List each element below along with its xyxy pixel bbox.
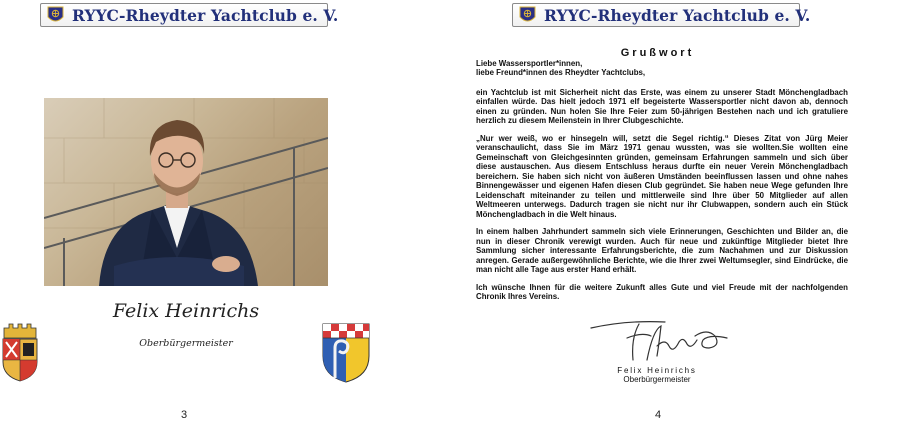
club-burgee-icon <box>47 6 64 25</box>
page-title: Grußwort <box>620 47 695 59</box>
page-number: 4 <box>655 409 662 421</box>
signature-name: Felix Heinrichs <box>617 366 697 375</box>
club-burgee-icon <box>519 6 536 25</box>
city-coat-of-arms-icon <box>321 322 371 384</box>
coat-of-arms-icon <box>0 322 40 382</box>
role-label: Oberbürgermeister <box>623 375 691 384</box>
salutation: Liebe Wassersportler*innen, liebe Freund*innen des Rheydter Yachtclubs, <box>476 59 646 78</box>
signature-name: Felix Heinrichs <box>112 300 260 322</box>
page-number: 3 <box>181 409 188 421</box>
letter-paragraph: Ich wünsche Ihnen für die weitere Zukunft alles Gute und viel Freude mit der nachfolgenden Chronik Ihres Vereins. <box>476 282 848 302</box>
letter-body <box>476 59 848 310</box>
right-page <box>450 0 900 430</box>
portrait-photo <box>44 98 328 286</box>
letter-paragraph: „Nur wer weiß, wo er hinsegeln will, setzt die Segel richtig.“ Dieses Zitat von Jürg Meier veranschaulicht, dass Sie im März 1971 genau wussten, was sie wollten.Sie wollten eine Gemeinschaft von Gleichgesinnten gründen, gemeinsam Erfahrungen sammeln und sich über diese austauschen. Aus diesem Entschluss heraus durfte ein neuer Verein Mönchengladbach bereichern. Sie haben sich nicht von äußeren Umständen beeinflussen lassen und ohne nahes Binnengewässer und eigenen Hafen diesen Club gegründet. Sie haben neue Wege gefunden Ihre Leidenschaft miteinander zu teilen und mittlerweile sind Ihre über 50 Mitglieder auf allen Weltmeeren unterwegs. Dadurch tragen sie nicht nur ihr Clubwappen, sondern auch ein Stück Mönchengladbach in die Welt hinaus. <box>476 133 848 219</box>
role-label: Oberbürgermeister <box>139 338 233 349</box>
club-banner <box>40 3 339 27</box>
letter-paragraph: In einem halben Jahrhundert sammeln sich viele Erinnerungen, Geschichten und Bilder an, die nun in dieser Chronik verewigt wurden. Auch für neue und zukünftige Mitglieder bietet Ihre Sammlung sicher interessante Erfahrungsberichte, die zum Nachahmen und zur Diskussion anregen. Gerade außergewöhnliche Berichte, wie die Ihrer zwei Weltumsegler, sind Eindrücke, die man nicht alle Tage aus erster Hand erhält. <box>476 227 848 275</box>
club-banner <box>512 3 811 27</box>
club-banner-text: RYYC-Rheydter Yachtclub e. V. <box>544 5 811 25</box>
handwritten-signature <box>587 316 737 366</box>
letter-paragraph: ein Yachtclub ist mit Sicherheit nicht das Erste, was einem zu unserer Stadt Mönchengladbach einfallen würde. Das hielt jedoch 1971 elf begeisterte Wassersportler nicht davon ab, dennoch einen zu gründen. Nun holen Sie Ihre Feier zum 50-jährigen Bestehen nach und ich gratuliere herzlich zu diesem Meilenstein in Ihrer Clubgeschichte. <box>476 87 848 126</box>
club-banner-text: RYYC-Rheydter Yachtclub e. V. <box>72 5 339 25</box>
